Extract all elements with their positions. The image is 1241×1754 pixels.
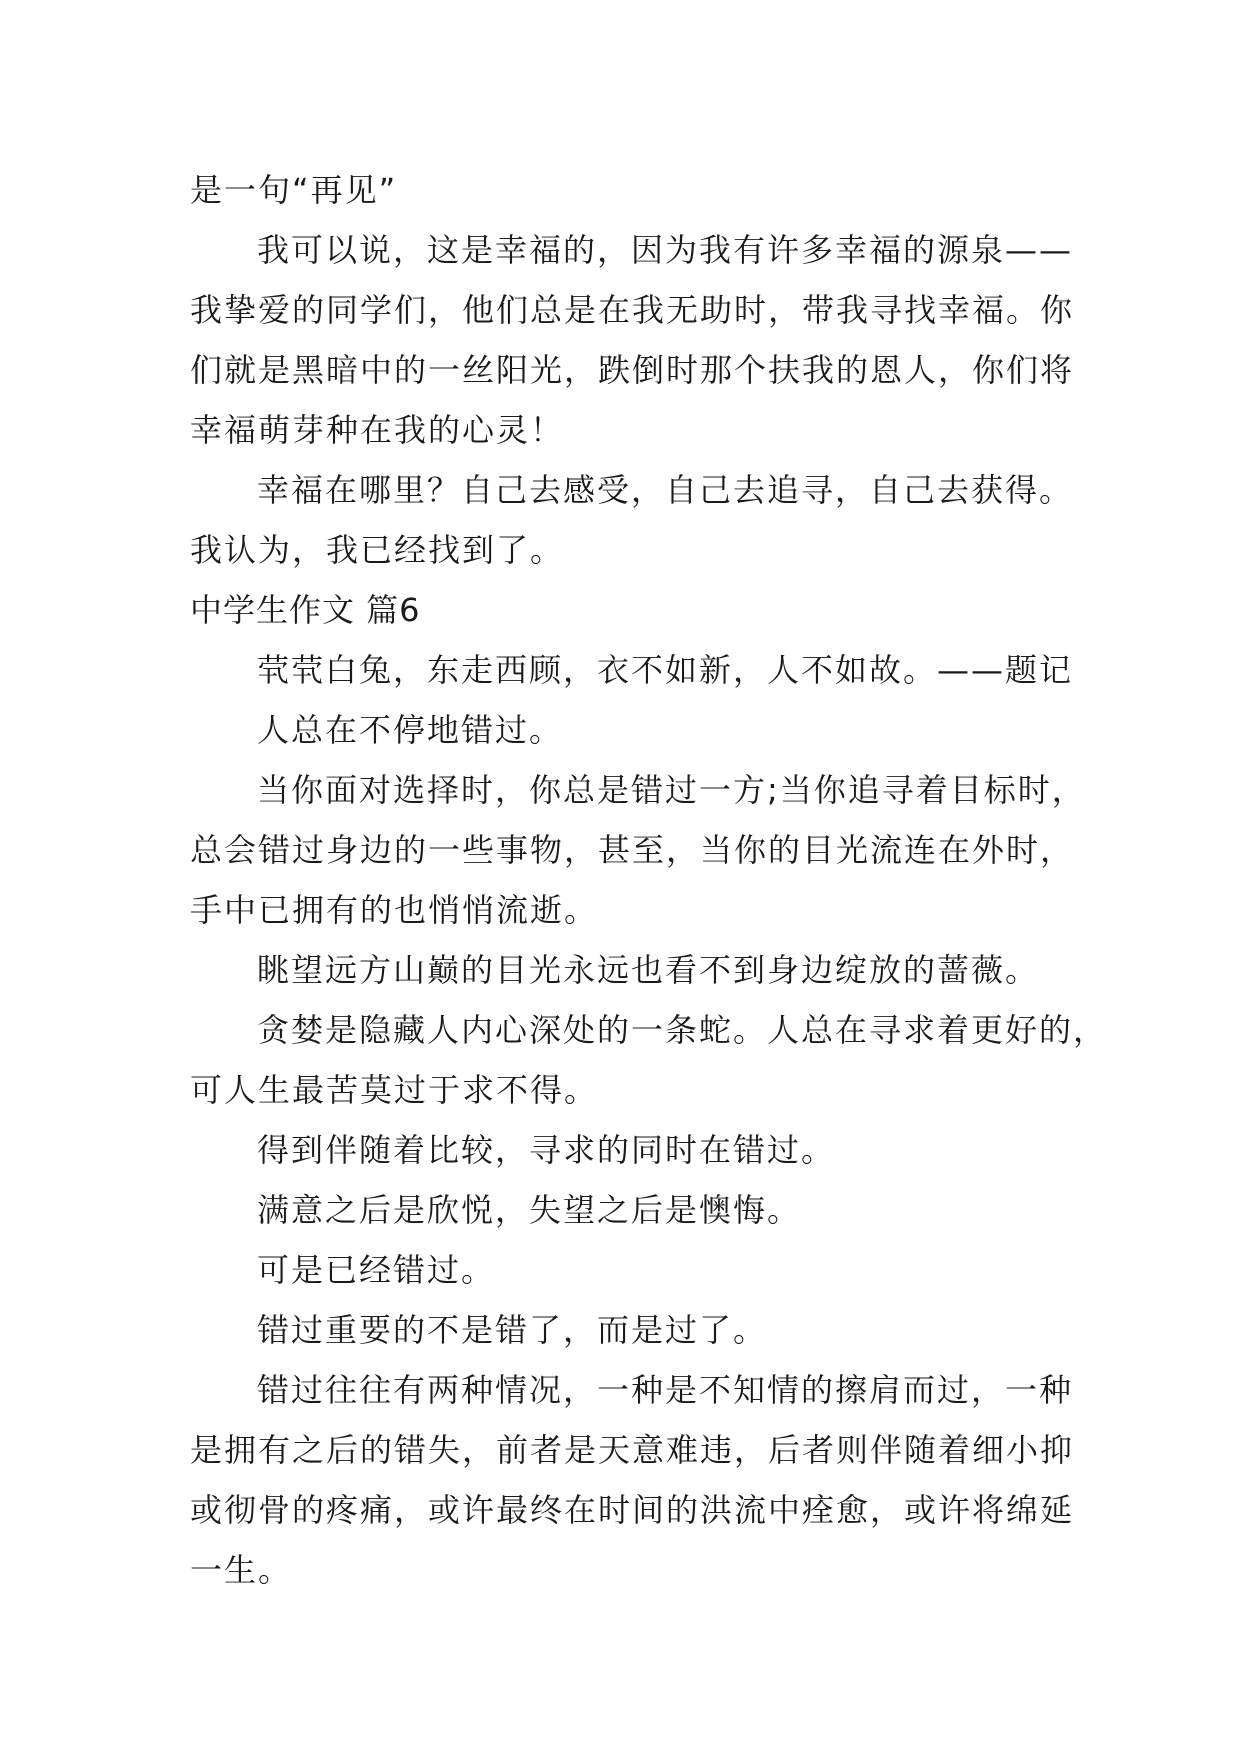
paragraph-start-line: 错过往往有两种情况，一种是不知情的擦肩而过，一种 [257, 1371, 1074, 1409]
paragraph-start-line: 错过重要的不是错了，而是过了。 [257, 1311, 768, 1349]
document-page [190, 160, 1108, 1600]
text-line: 我认为，我已经找到了。 [190, 531, 565, 569]
paragraph-start-line: 贪婪是隐藏人内心深处的一条蛇。人总在寻求着更好的， [257, 1011, 1108, 1049]
epigraph-line: 茕茕白兔，东走西顾，衣不如新，人不如故。——题记 [257, 651, 1074, 689]
section-heading: 中学生作文 篇6 [190, 591, 421, 629]
text-line: 我挚爱的同学们，他们总是在我无助时，带我寻找幸福。你 [190, 291, 1075, 329]
text-line: 一生。 [190, 1551, 293, 1589]
paragraph-start-line: 人总在不停地错过。 [257, 711, 564, 749]
paragraph-start-line: 满意之后是欣悦，失望之后是懊悔。 [257, 1191, 802, 1229]
text-line: 是拥有之后的错失，前者是天意难违，后者则伴随着细小抑 [190, 1431, 1075, 1469]
paragraph-start-line: 我可以说，这是幸福的，因为我有许多幸福的源泉—— [257, 231, 1074, 269]
paragraph-start-line: 得到伴随着比较，寻求的同时在错过。 [257, 1131, 836, 1169]
text-line: 幸福萌芽种在我的心灵！ [190, 411, 565, 449]
paragraph-start-line: 当你面对选择时，你总是错过一方;当你追寻着目标时， [257, 771, 1086, 809]
text-line: 总会错过身边的一些事物，甚至，当你的目光流连在外时， [190, 831, 1075, 869]
text-line: 或彻骨的疼痛，或许最终在时间的洪流中痊愈，或许将绵延 [190, 1491, 1075, 1529]
text-line: 可人生最苦莫过于求不得。 [190, 1071, 599, 1109]
paragraph-start-line: 可是已经错过。 [257, 1251, 496, 1289]
paragraph-start-line: 眺望远方山巅的目光永远也看不到身边绽放的蔷薇。 [257, 951, 1040, 989]
text-line: 手中已拥有的也悄悄流逝。 [190, 891, 599, 929]
paragraph-start-line: 幸福在哪里？自己去感受，自己去追寻，自己去获得。 [257, 471, 1074, 509]
text-line: 是一句“再见” [190, 171, 398, 209]
text-line: 们就是黑暗中的一丝阳光，跌倒时那个扶我的恩人，你们将 [190, 351, 1075, 389]
